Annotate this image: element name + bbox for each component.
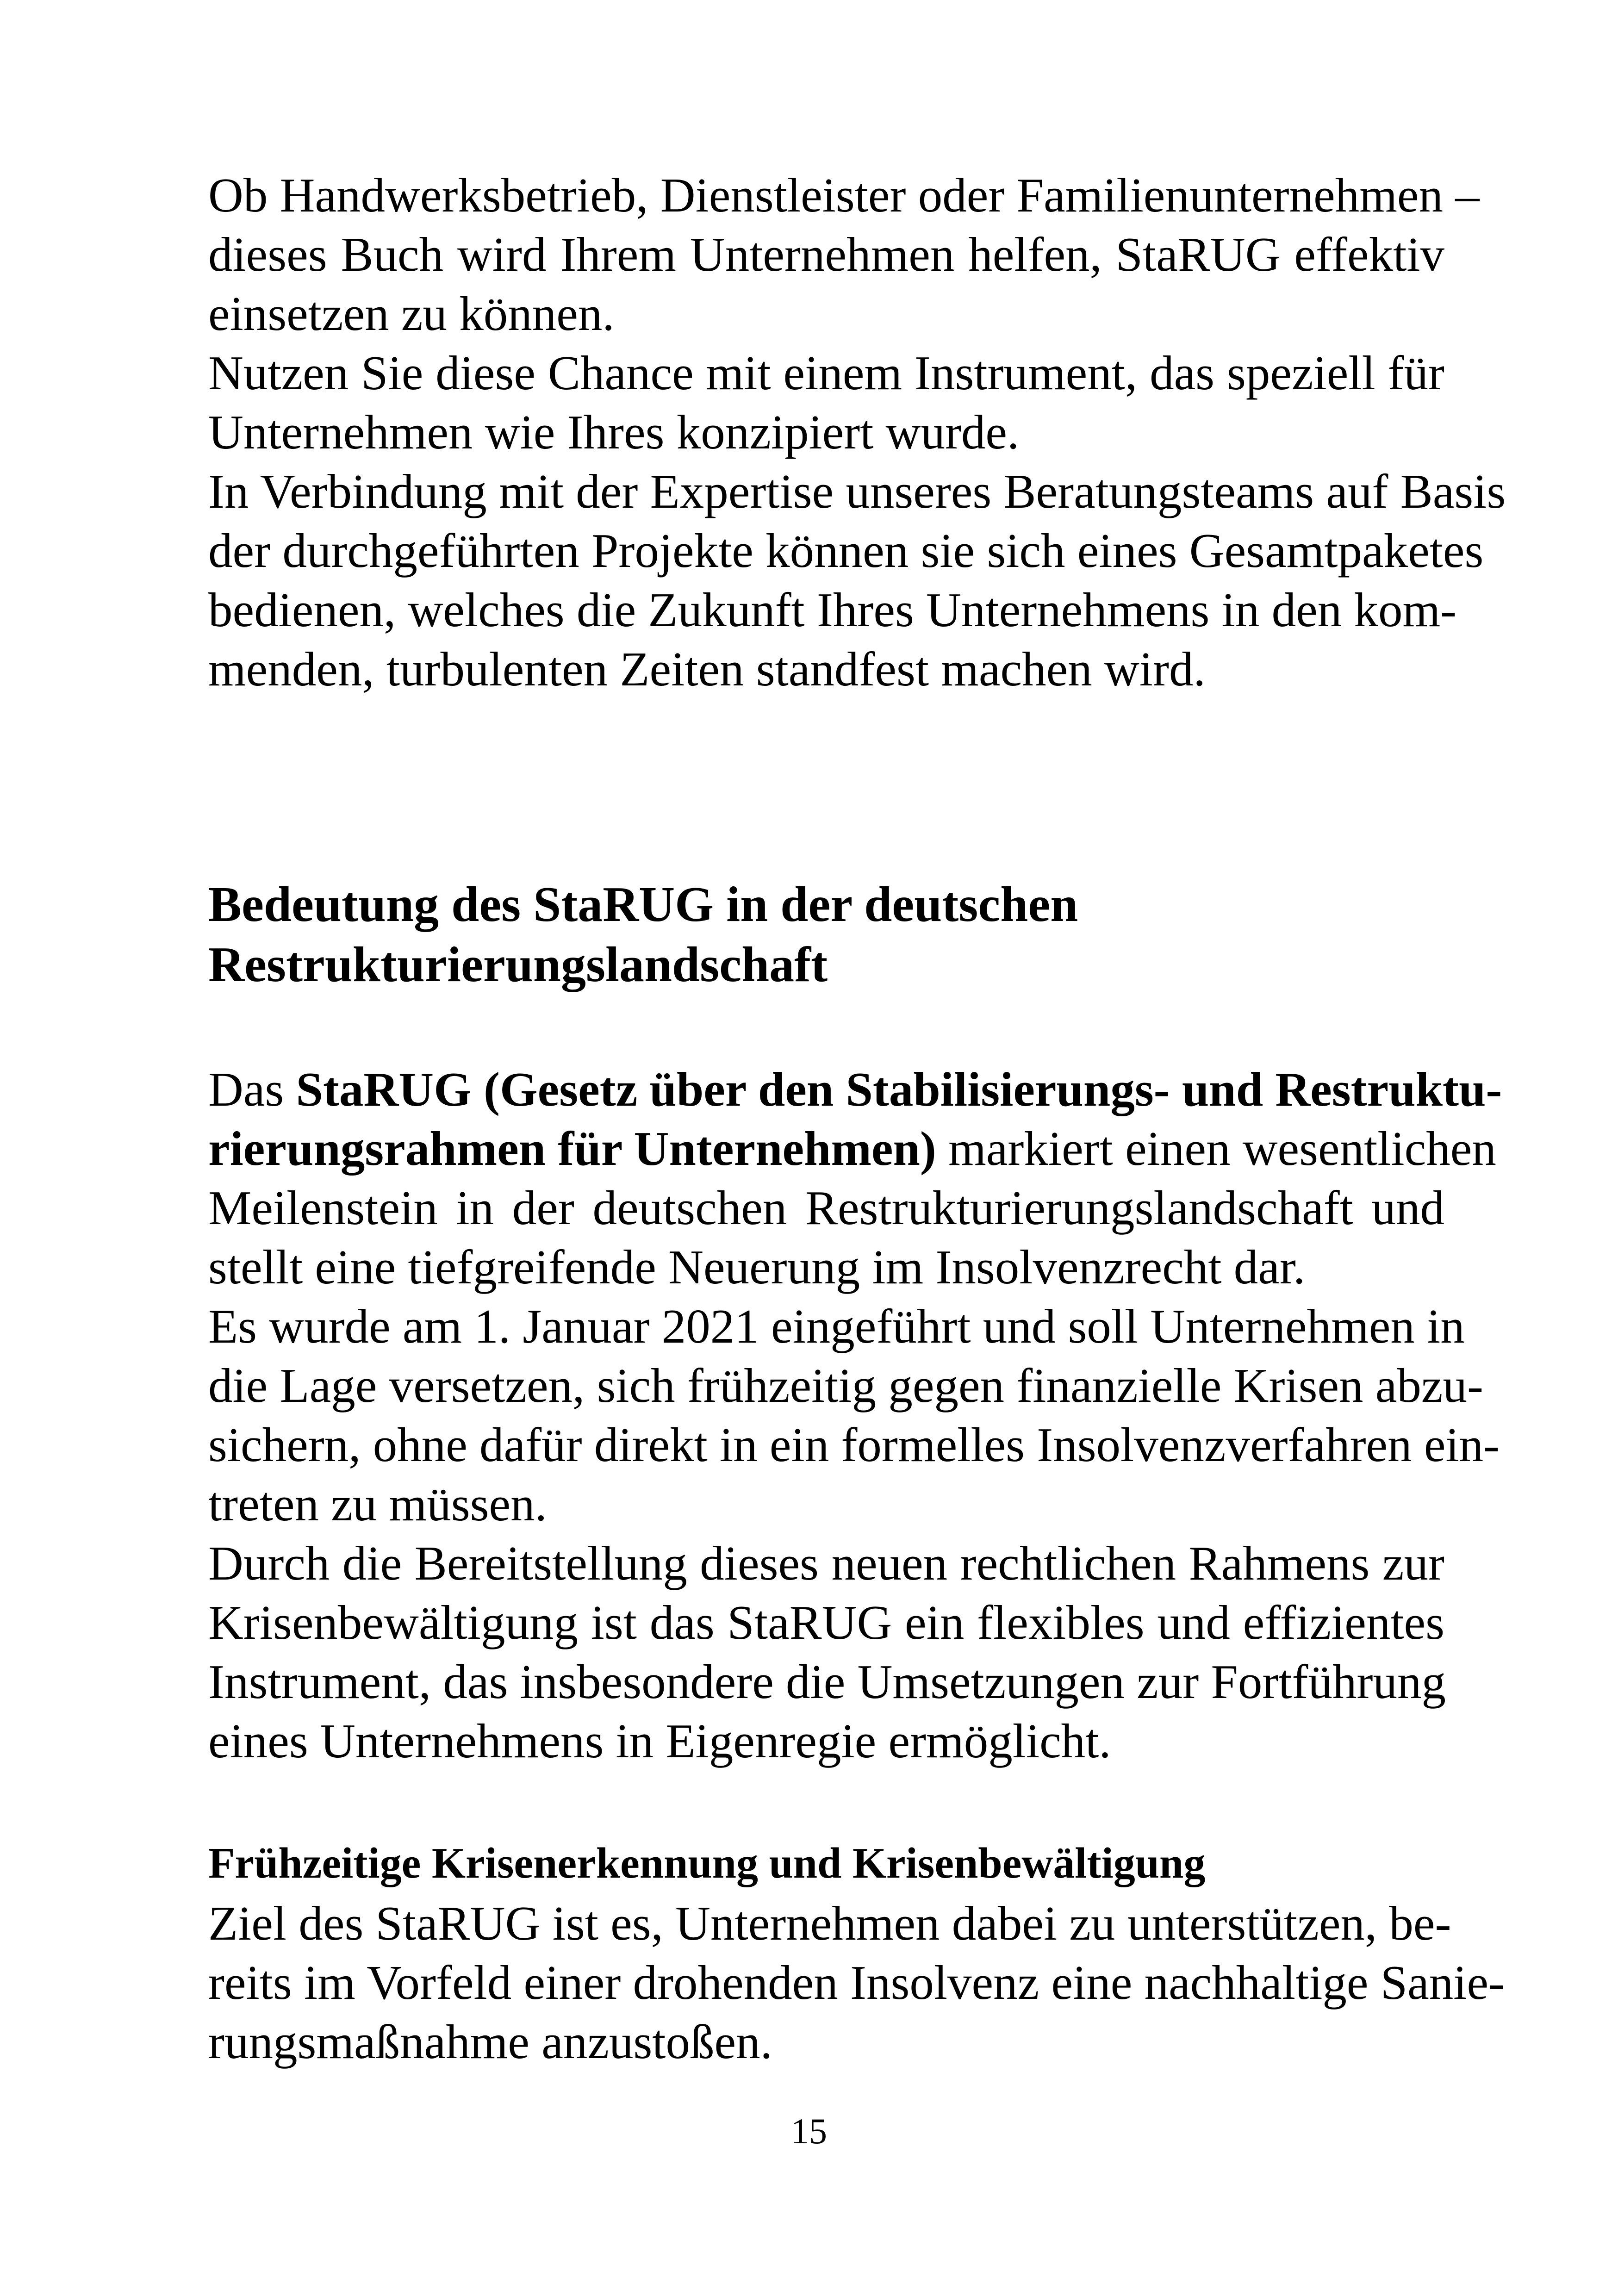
text-span: markiert einen wesentlichen [936,1121,1496,1176]
text-line: bedienen, welches die Zukunft Ihres Unternehmens in den kom- [208,583,1457,637]
text-line: eines Unternehmens in Eigenregie ermöglicht. [208,1714,1111,1768]
subheading: Frühzeitige Krisenerkennung und Krisenbewältigung [208,1839,1206,1887]
text-line [208,1060,1502,1119]
text-line: menden, turbulenten Zeiten standfest machen wird. [208,642,1206,696]
text-line: Meilenstein in der deutschen Restrukturierungslandschaft und [208,1181,1444,1235]
text-line: Krisenbewältigung ist das StaRUG ein flexibles und effizientes [208,1595,1444,1649]
section-heading-line: Bedeutung des StaRUG in der deutschen [208,877,1078,932]
text-line: Unternehmen wie Ihres konzipiert wurde. [208,405,1020,459]
bold-term: rierungsrahmen für Unternehmen) [208,1121,936,1176]
text-line: der durchgeführten Projekte können sie sich eines Gesamtpaketes [208,523,1484,578]
text-span: Das [208,1062,296,1116]
text-line: die Lage versetzen, sich frühzeitig gegen finanzielle Krisen abzu- [208,1358,1483,1412]
text-line: Durch die Bereitstellung dieses neuen rechtlichen Rahmens zur [208,1536,1444,1590]
text-line: Nutzen Sie diese Chance mit einem Instrument, das speziell für [208,346,1444,400]
text-line: In Verbindung mit der Expertise unseres Beratungsteams auf Basis [208,464,1506,518]
text-line: sichern, ohne dafür direkt in ein formelles Insolvenzverfahren ein- [208,1418,1500,1472]
bold-term: StaRUG (Gesetz über den Stabilisierungs- und Restruktu- [296,1062,1502,1116]
text-line: Es wurde am 1. Januar 2021 eingeführt und soll Unternehmen in [208,1299,1465,1353]
text-line: stellt eine tiefgreifende Neuerung im Insolvenzrecht dar. [208,1240,1306,1294]
text-line: Ob Handwerksbetrieb, Dienstleister oder Familienunternehmen – [208,168,1480,222]
text-line: reits im Vorfeld einer drohenden Insolvenz eine nachhaltige Sanie- [208,1955,1505,2010]
page-number: 15 [791,2111,827,2151]
text-line: treten zu müssen. [208,1477,547,1531]
text-line: dieses Buch wird Ihrem Unternehmen helfen, StaRUG effektiv [208,227,1444,281]
text-line [208,1119,1496,1178]
text-line: rungsmaßnahme anzustoßen. [208,2015,772,2069]
section-heading-line: Restrukturierungslandschaft [208,937,828,992]
text-line: einsetzen zu können. [208,286,615,341]
text-line: Instrument, das insbesondere die Umsetzungen zur Fortführung [208,1655,1446,1709]
text-line: Ziel des StaRUG ist es, Unternehmen dabei zu unterstützen, be- [208,1896,1451,1950]
